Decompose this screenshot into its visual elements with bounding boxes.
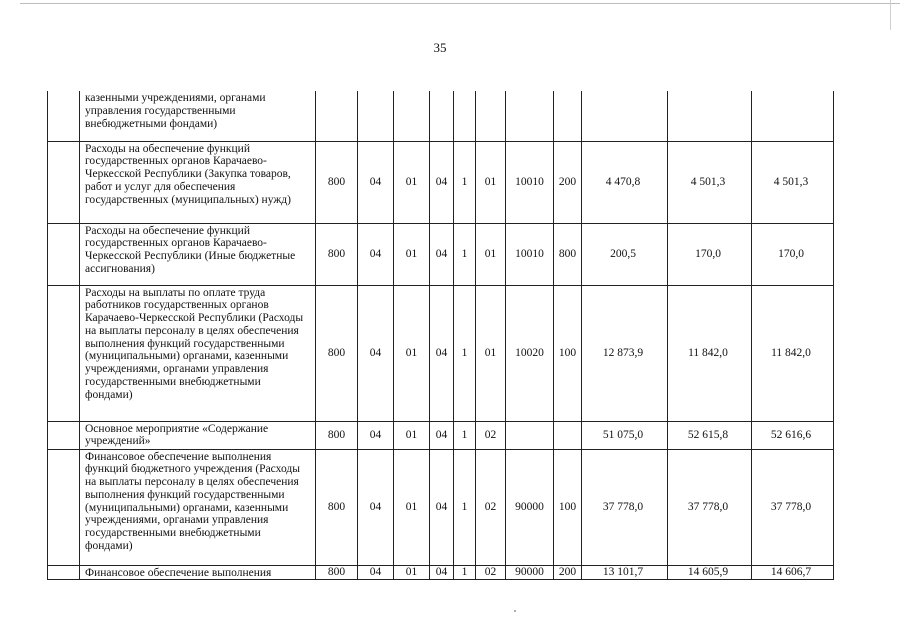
code-expense-type: [554, 421, 582, 449]
code-program: 04: [430, 141, 454, 223]
table-body: [48, 91, 834, 580]
value-year-1: 4 470,8: [582, 141, 668, 223]
code-direction: [506, 421, 554, 449]
code-expense-type: 100: [554, 449, 582, 565]
code-program: 04: [430, 565, 454, 580]
value-year-3: 52 616,6: [752, 421, 834, 449]
expense-description: Расходы на выплаты по оплате труда работников государственных органов Карачаево-Черкесской Республики (Расходы на выплаты персоналу в целях обеспечения выполнения функций государственными (муниципальными) органами, казенными учреждениями, органами управления государственными внебюджетными фондами): [80, 285, 316, 421]
code-direction: 10020: [506, 285, 554, 421]
code-subprogram: 1: [454, 223, 476, 285]
table-row: [48, 565, 834, 580]
table-row: [48, 421, 834, 449]
code-subprogram: [454, 91, 476, 141]
code-admin: 800: [316, 285, 358, 421]
code-program: [430, 91, 454, 141]
scan-speck: [514, 610, 516, 612]
row-number-cell: [48, 565, 80, 580]
value-year-1: 12 873,9: [582, 285, 668, 421]
code-section: 04: [358, 421, 394, 449]
code-subsection: 01: [394, 141, 430, 223]
value-year-2: 52 615,8: [668, 421, 752, 449]
code-subprogram: 1: [454, 285, 476, 421]
value-year-1: 37 778,0: [582, 449, 668, 565]
code-event: 01: [476, 223, 506, 285]
table-row: [48, 285, 834, 421]
code-program: 04: [430, 223, 454, 285]
code-subprogram: 1: [454, 449, 476, 565]
value-year-3: 37 778,0: [752, 449, 834, 565]
page-number: 35: [433, 40, 447, 55]
expense-description: Финансовое обеспечение выполнения: [80, 565, 316, 580]
code-direction: 90000: [506, 565, 554, 580]
code-section: 04: [358, 565, 394, 580]
value-year-2: 11 842,0: [668, 285, 752, 421]
value-year-2: 14 605,9: [668, 565, 752, 580]
code-section: 04: [358, 223, 394, 285]
row-number-cell: [48, 223, 80, 285]
code-program: 04: [430, 449, 454, 565]
code-admin: 800: [316, 223, 358, 285]
value-year-1: [582, 91, 668, 141]
code-event: 02: [476, 421, 506, 449]
code-expense-type: 200: [554, 565, 582, 580]
code-section: 04: [358, 141, 394, 223]
code-admin: 800: [316, 449, 358, 565]
code-program: 04: [430, 285, 454, 421]
code-program: 04: [430, 421, 454, 449]
code-subsection: 01: [394, 223, 430, 285]
row-number-cell: [48, 91, 80, 141]
value-year-3: 4 501,3: [752, 141, 834, 223]
code-section: 04: [358, 285, 394, 421]
value-year-2: 4 501,3: [668, 141, 752, 223]
row-number-cell: [48, 449, 80, 565]
code-expense-type: [554, 91, 582, 141]
code-section: [358, 91, 394, 141]
code-expense-type: 800: [554, 223, 582, 285]
code-subsection: 01: [394, 421, 430, 449]
table-row: [48, 223, 834, 285]
code-event: 01: [476, 141, 506, 223]
expense-description: казенными учреждениями, органами управления государственными внебюджетными фондами): [80, 91, 316, 141]
table-row: [48, 141, 834, 223]
code-direction: 10010: [506, 141, 554, 223]
code-event: 02: [476, 565, 506, 580]
value-year-3: 170,0: [752, 223, 834, 285]
code-admin: 800: [316, 141, 358, 223]
budget-table: [47, 91, 834, 580]
expense-description: Расходы на обеспечение функций государственных органов Карачаево-Черкесской Республики (Иные бюджетные ассигнования): [80, 223, 316, 285]
value-year-3: [752, 91, 834, 141]
code-subsection: 01: [394, 285, 430, 421]
table-row: [48, 91, 834, 141]
row-number-cell: [48, 285, 80, 421]
code-direction: 90000: [506, 449, 554, 565]
value-year-2: 170,0: [668, 223, 752, 285]
expense-description: Основное мероприятие «Содержание учреждений»: [80, 421, 316, 449]
code-direction: 10010: [506, 223, 554, 285]
code-subprogram: 1: [454, 565, 476, 580]
code-section: 04: [358, 449, 394, 565]
scan-edge-mark: [890, 0, 891, 30]
code-admin: 800: [316, 565, 358, 580]
value-year-1: 200,5: [582, 223, 668, 285]
code-subsection: 01: [394, 565, 430, 580]
code-admin: [316, 91, 358, 141]
code-direction: [506, 91, 554, 141]
code-event: 01: [476, 285, 506, 421]
code-expense-type: 200: [554, 141, 582, 223]
code-subsection: 01: [394, 449, 430, 565]
value-year-2: [668, 91, 752, 141]
code-subprogram: 1: [454, 421, 476, 449]
value-year-2: 37 778,0: [668, 449, 752, 565]
code-subprogram: 1: [454, 141, 476, 223]
code-subsection: [394, 91, 430, 141]
code-admin: 800: [316, 421, 358, 449]
code-event: [476, 91, 506, 141]
code-expense-type: 100: [554, 285, 582, 421]
row-number-cell: [48, 421, 80, 449]
value-year-1: 13 101,7: [582, 565, 668, 580]
value-year-3: 14 606,7: [752, 565, 834, 580]
value-year-3: 11 842,0: [752, 285, 834, 421]
table-row: [48, 449, 834, 565]
expense-description: Расходы на обеспечение функций государственных органов Карачаево-Черкесской Республики (Закупка товаров, работ и услуг для обеспечения государственных (муниципальных) нужд): [80, 141, 316, 223]
row-number-cell: [48, 141, 80, 223]
value-year-1: 51 075,0: [582, 421, 668, 449]
code-event: 02: [476, 449, 506, 565]
top-scan-rule: [20, 3, 900, 4]
expense-description: Финансовое обеспечение выполнения функций бюджетного учреждения (Расходы на выплаты персоналу в целях обеспечения выполнения функций государственными (муниципальными) органами, казенными учреждениями, органами управления государственными внебюджетными фондами): [80, 449, 316, 565]
